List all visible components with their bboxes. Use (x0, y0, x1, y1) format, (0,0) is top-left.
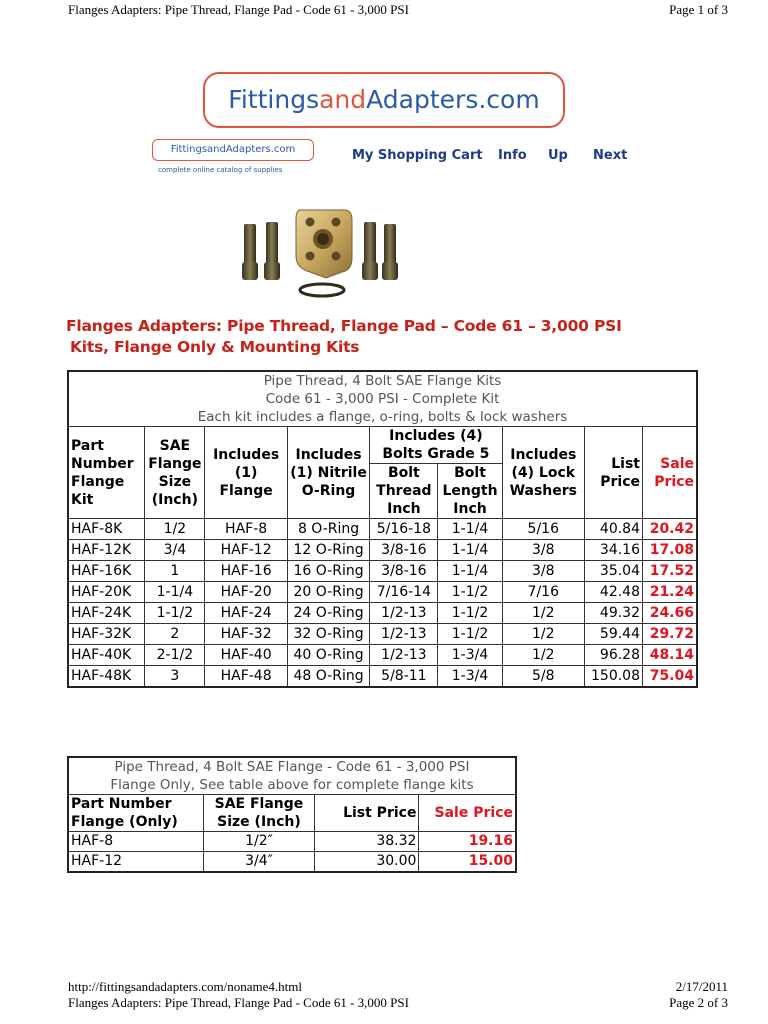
cell-flange: HAF-8 (205, 519, 287, 540)
col-sale-price: Sale Price (419, 795, 516, 832)
cell-sae: 3/4″ (204, 852, 315, 873)
table-row (68, 603, 697, 624)
nav-next[interactable]: Next (593, 148, 628, 163)
small-logo-text: FittingsandAdapters.com (170, 144, 296, 155)
kits-caption-line-3: Each kit includes a flange, o-ring, bolts & lock washers (197, 409, 568, 425)
cell-part: HAF-24K (68, 603, 145, 624)
cell-sae: 2 (145, 624, 205, 645)
table-row (68, 519, 697, 540)
cell-sale-price: 75.04 (643, 666, 698, 688)
bolt-right-2 (382, 224, 398, 280)
cell-washers: 3/8 (502, 561, 584, 582)
cell-part: HAF-32K (68, 624, 145, 645)
cell-list-price: 30.00 (314, 852, 419, 873)
cell-part: HAF-40K (68, 645, 145, 666)
cell-sale-price: 15.00 (419, 852, 516, 873)
cell-sale-price: 17.52 (643, 561, 698, 582)
cell-bolt-length: 1-1/2 (438, 582, 502, 603)
cell-oring: 12 O-Ring (287, 540, 369, 561)
cell-bolt-thread: 1/2-13 (370, 645, 438, 666)
cell-bolt-length: 1-1/2 (438, 624, 502, 645)
print-footer (68, 979, 728, 1019)
cell-bolt-thread: 5/16-18 (370, 519, 438, 540)
kits-table-caption (68, 371, 697, 427)
cell-sae: 1-1/2 (145, 603, 205, 624)
col-part-number: Part Number Flange (Only) (68, 795, 204, 832)
table-row (68, 832, 516, 852)
bolt-left-2 (264, 222, 280, 280)
cell-flange: HAF-32 (205, 624, 287, 645)
cell-washers: 1/2 (502, 603, 584, 624)
bolt-right-1 (362, 222, 378, 280)
cell-sae: 1 (145, 561, 205, 582)
cell-part: HAF-8K (68, 519, 145, 540)
nav-info[interactable]: Info (498, 148, 527, 163)
cell-bolt-length: 1-1/4 (438, 561, 502, 582)
cell-washers: 1/2 (502, 645, 584, 666)
cell-bolt-thread: 3/8-16 (370, 540, 438, 561)
cell-sale-price: 29.72 (643, 624, 698, 645)
cell-part: HAF-12K (68, 540, 145, 561)
cell-part: HAF-8 (68, 832, 204, 852)
logo-text-adapters: Adapters.com (366, 85, 540, 114)
cell-bolt-thread: 7/16-14 (370, 582, 438, 603)
cell-bolt-length: 1-1/4 (438, 519, 502, 540)
cell-oring: 8 O-Ring (287, 519, 369, 540)
logo-text-and: and (319, 85, 367, 114)
table-row (68, 666, 697, 688)
col-list-price: List Price (585, 427, 643, 519)
cell-part: HAF-20K (68, 582, 145, 603)
flange-body (296, 210, 352, 278)
o-ring (300, 284, 344, 296)
flange-caption-line-1: Pipe Thread, 4 Bolt SAE Flange - Code 61 - 3,000 PSI (114, 759, 470, 775)
cell-list-price: 150.08 (585, 666, 643, 688)
table-row (68, 645, 697, 666)
flange-kit-image (236, 194, 404, 304)
cell-flange: HAF-24 (205, 603, 287, 624)
page-title-line-2: Kits, Flange Only & Mounting Kits (70, 338, 360, 356)
cell-sale-price: 48.14 (643, 645, 698, 666)
cell-oring: 40 O-Ring (287, 645, 369, 666)
table-row (68, 624, 697, 645)
cell-list-price: 40.84 (585, 519, 643, 540)
cell-oring: 48 O-Ring (287, 666, 369, 688)
cell-washers: 7/16 (502, 582, 584, 603)
cell-sae: 1/2 (145, 519, 205, 540)
table-row (68, 540, 697, 561)
cell-sae: 3 (145, 666, 205, 688)
cell-oring: 16 O-Ring (287, 561, 369, 582)
col-bolts: Includes (4) Bolts Grade 5 (370, 427, 502, 464)
footer-page-number: Page 2 of 3 (669, 995, 728, 1010)
flange-kits-table (67, 370, 698, 688)
kits-caption-line-2: Code 61 - 3,000 PSI - Complete Kit (265, 391, 500, 407)
cell-part: HAF-12 (68, 852, 204, 873)
col-sale-price: Sale Price (643, 427, 698, 519)
flange-table-caption (68, 757, 516, 795)
header-title: Flanges Adapters: Pipe Thread, Flange Pad - Code 61 - 3,000 PSI (68, 2, 409, 17)
col-sae-size: SAE Flange Size (Inch) (204, 795, 315, 832)
logo-tagline: complete online catalog of supplies (158, 166, 283, 174)
logo-text-fittings: Fittings (228, 85, 320, 114)
cell-bolt-thread: 1/2-13 (370, 603, 438, 624)
cell-oring: 20 O-Ring (287, 582, 369, 603)
cell-list-price: 35.04 (585, 561, 643, 582)
site-logo[interactable] (203, 72, 565, 128)
table-row (68, 582, 697, 603)
cell-flange: HAF-20 (205, 582, 287, 603)
cell-washers: 5/16 (502, 519, 584, 540)
flange-caption-line-2: Flange Only, See table above for complete flange kits (110, 777, 474, 793)
cell-bolt-length: 1-3/4 (438, 645, 502, 666)
print-header (68, 2, 728, 20)
cell-sae: 2-1/2 (145, 645, 205, 666)
table-row (68, 852, 516, 873)
page-title-line-1: Flanges Adapters: Pipe Thread, Flange Pad – Code 61 – 3,000 PSI (66, 317, 622, 335)
cell-sae: 1/2″ (204, 832, 315, 852)
cell-bolt-length: 1-1/4 (438, 540, 502, 561)
cell-part: HAF-48K (68, 666, 145, 688)
cell-washers: 3/8 (502, 540, 584, 561)
cell-part: HAF-16K (68, 561, 145, 582)
footer-title: Flanges Adapters: Pipe Thread, Flange Pad - Code 61 - 3,000 PSI (68, 995, 409, 1010)
cell-bolt-length: 1-3/4 (438, 666, 502, 688)
page-title (66, 316, 622, 358)
cell-bolt-length: 1-1/2 (438, 603, 502, 624)
col-flange: Includes (1) Flange (205, 427, 287, 519)
cell-list-price: 42.48 (585, 582, 643, 603)
cell-sale-price: 21.24 (643, 582, 698, 603)
cell-washers: 5/8 (502, 666, 584, 688)
cell-sale-price: 19.16 (419, 832, 516, 852)
cell-bolt-thread: 5/8-11 (370, 666, 438, 688)
header-page-number: Page 1 of 3 (669, 2, 728, 17)
nav-shopping-cart[interactable]: My Shopping Cart (352, 148, 483, 163)
bolt-left-1 (242, 224, 258, 280)
cell-list-price: 96.28 (585, 645, 643, 666)
cell-oring: 24 O-Ring (287, 603, 369, 624)
cell-sale-price: 17.08 (643, 540, 698, 561)
col-oring: Includes (1) Nitrile O-Ring (287, 427, 369, 519)
small-logo[interactable] (152, 139, 314, 161)
col-bolt-thread: Bolt Thread Inch (370, 464, 438, 519)
cell-bolt-thread: 3/8-16 (370, 561, 438, 582)
cell-oring: 32 O-Ring (287, 624, 369, 645)
footer-url: http://fittingsandadapters.com/noname4.html (68, 979, 302, 994)
footer-date: 2/17/2011 (675, 979, 728, 994)
cell-bolt-thread: 1/2-13 (370, 624, 438, 645)
kits-caption-line-1: Pipe Thread, 4 Bolt SAE Flange Kits (263, 373, 502, 389)
cell-list-price: 49.32 (585, 603, 643, 624)
col-list-price: List Price (314, 795, 419, 832)
table-row (68, 561, 697, 582)
cell-list-price: 34.16 (585, 540, 643, 561)
nav-up[interactable]: Up (548, 148, 568, 163)
col-sae-size: SAE Flange Size (Inch) (145, 427, 205, 519)
cell-list-price: 59.44 (585, 624, 643, 645)
cell-washers: 1/2 (502, 624, 584, 645)
cell-sale-price: 24.66 (643, 603, 698, 624)
col-part-number: Part Number Flange Kit (68, 427, 145, 519)
cell-flange: HAF-48 (205, 666, 287, 688)
cell-flange: HAF-16 (205, 561, 287, 582)
cell-list-price: 38.32 (314, 832, 419, 852)
cell-flange: HAF-40 (205, 645, 287, 666)
cell-sale-price: 20.42 (643, 519, 698, 540)
col-bolt-length: Bolt Length Inch (438, 464, 502, 519)
col-lock-washers: Includes (4) Lock Washers (502, 427, 584, 519)
flange-only-table (67, 756, 517, 873)
cell-sae: 3/4 (145, 540, 205, 561)
cell-flange: HAF-12 (205, 540, 287, 561)
cell-sae: 1-1/4 (145, 582, 205, 603)
